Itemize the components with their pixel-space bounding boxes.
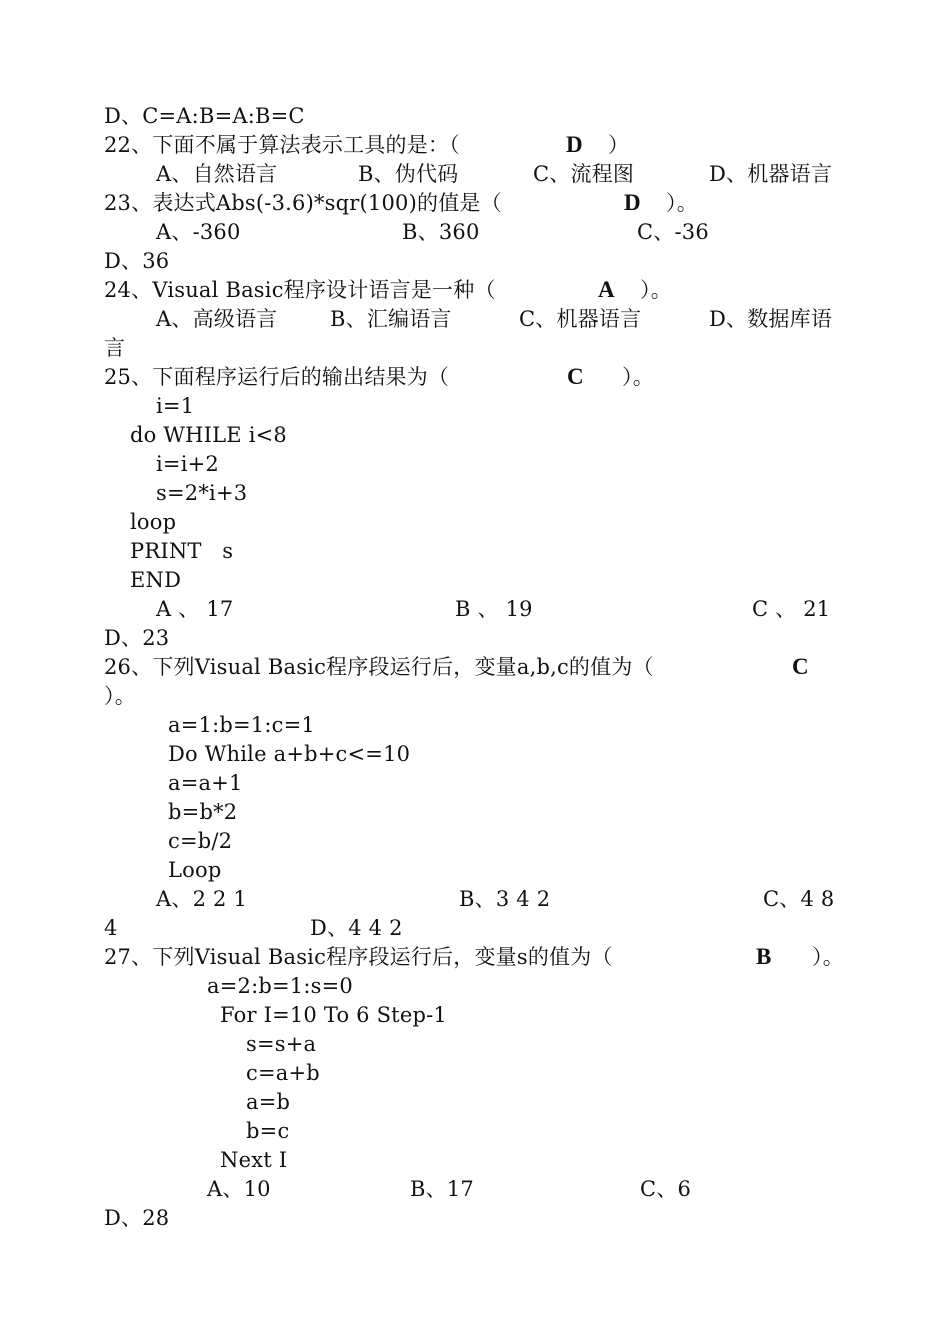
text-line: D、23 xyxy=(104,626,170,650)
text-line: Next I xyxy=(220,1148,288,1172)
text-line: B、伪代码 xyxy=(358,162,459,186)
text-line: B、360 xyxy=(402,220,480,244)
text-line: A、高级语言 xyxy=(156,307,278,331)
text-line: b=b*2 xyxy=(168,800,238,824)
text-line: Do While a+b+c<=10 xyxy=(168,742,411,766)
text-line: 24、Visual Basic程序设计语言是一种（ xyxy=(104,278,496,302)
text-line: loop xyxy=(130,510,177,534)
text-line: C、流程图 xyxy=(533,162,635,186)
text-line: A、10 xyxy=(207,1177,271,1201)
text-line: 4 xyxy=(104,916,118,940)
text-line: c=a+b xyxy=(246,1061,320,1085)
text-line: D、28 xyxy=(104,1206,170,1230)
closing-paren: ）。 xyxy=(812,945,844,969)
text-line: a=1:b=1:c=1 xyxy=(168,713,315,737)
text-line: ）。 xyxy=(104,684,136,708)
text-line: B 、 19 xyxy=(455,597,533,621)
text-line: A 、 17 xyxy=(156,597,234,621)
text-line: D、4 4 2 xyxy=(310,916,403,940)
text-line: END xyxy=(130,568,182,592)
text-line: 25、下面程序运行后的输出结果为（ xyxy=(104,365,450,389)
text-line: C、-36 xyxy=(637,220,709,244)
closing-paren: ）。 xyxy=(622,365,654,389)
text-line: 27、下列Visual Basic程序段运行后，变量s的值为（ xyxy=(104,945,613,969)
answer-letter: C xyxy=(792,654,809,679)
text-line: do WHILE i<8 xyxy=(130,423,287,447)
text-line: a=b xyxy=(246,1090,291,1114)
text-line: D、机器语言 xyxy=(709,162,833,186)
text-line: D、数据库语 xyxy=(709,307,833,331)
text-line: c=b/2 xyxy=(168,829,233,853)
text-line: s=2*i+3 xyxy=(156,481,248,505)
text-line: 23、表达式Abs(-3.6)*sqr(100)的值是（ xyxy=(104,191,502,215)
text-line: 26、下列Visual Basic程序段运行后，变量a,b,c的值为（ xyxy=(104,655,654,679)
answer-letter: D xyxy=(566,132,583,157)
text-line: A、2 2 1 xyxy=(156,887,247,911)
closing-paren: ）。 xyxy=(640,278,672,302)
closing-paren: ）。 xyxy=(666,191,698,215)
closing-paren: ） xyxy=(608,133,630,157)
text-line: s=s+a xyxy=(246,1032,317,1056)
text-line: B、17 xyxy=(410,1177,474,1201)
text-line: C、机器语言 xyxy=(519,307,642,331)
text-line: 22、下面不属于算法表示工具的是：（ xyxy=(104,133,460,157)
text-line: A、-360 xyxy=(156,220,241,244)
text-line: B、汇编语言 xyxy=(330,307,452,331)
text-line: A、自然语言 xyxy=(156,162,278,186)
text-line: C、4 8 xyxy=(763,887,835,911)
text-line: D、36 xyxy=(104,249,170,273)
text-line: b=c xyxy=(246,1119,290,1143)
text-line: a=a+1 xyxy=(168,771,243,795)
answer-letter: D xyxy=(624,190,641,215)
answer-letter: B xyxy=(756,944,772,969)
answer-letter: C xyxy=(567,364,584,389)
text-line: i=1 xyxy=(156,394,195,418)
text-line: B、3 4 2 xyxy=(459,887,551,911)
text-line: PRINT s xyxy=(130,539,234,563)
text-line: D、C=A:B=A:B=C xyxy=(104,104,305,128)
answer-letter: A xyxy=(598,277,615,302)
text-line: 言 xyxy=(104,336,126,360)
text-line: C 、 21 xyxy=(752,597,831,621)
text-line: Loop xyxy=(168,858,222,882)
text-line: a=2:b=1:s=0 xyxy=(207,974,353,998)
text-line: i=i+2 xyxy=(156,452,219,476)
text-line: For I=10 To 6 Step-1 xyxy=(220,1003,447,1027)
text-line: C、6 xyxy=(640,1177,692,1201)
